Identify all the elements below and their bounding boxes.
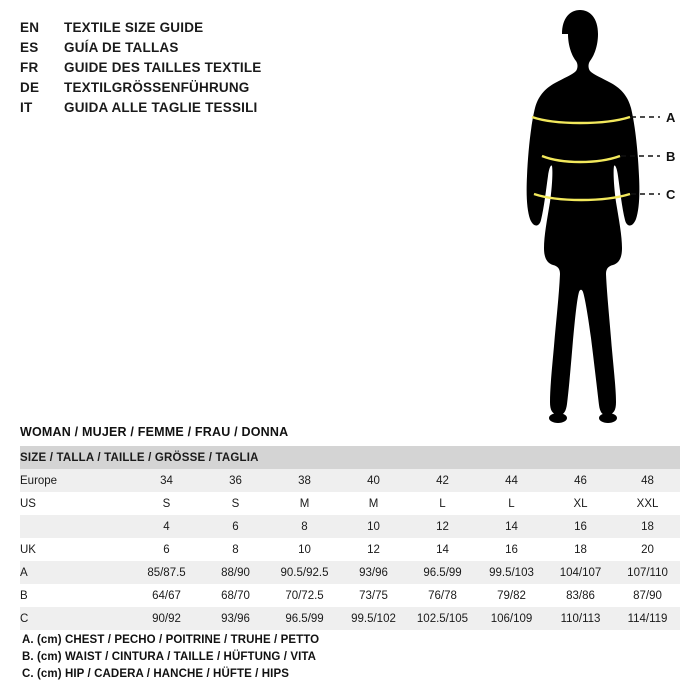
cell: 107/110 [615, 561, 680, 584]
title-row [20, 60, 320, 80]
cell: XXL [615, 492, 680, 515]
marker-label-b: B [666, 149, 676, 164]
table-row [20, 584, 680, 607]
cell: 10 [339, 515, 408, 538]
title-row [20, 40, 320, 60]
table-row [20, 469, 680, 492]
cell: 110/113 [546, 607, 615, 630]
cell: 70/72.5 [270, 584, 339, 607]
cell: 46 [546, 469, 615, 492]
title-text: GUIDA ALLE TAGLIE TESSILI [64, 100, 258, 115]
title-text: GUÍA DE TALLAS [64, 40, 179, 55]
legend-line-c: C. (cm) HIP / CADERA / HANCHE / HÜFTE / HIPS [22, 668, 290, 680]
legend-line-a: A. (cm) CHEST / PECHO / POITRINE / TRUHE / PETTO [22, 634, 320, 646]
cell: 99.5/103 [477, 561, 546, 584]
cell: 14 [477, 515, 546, 538]
cell: 10 [270, 538, 339, 561]
cell: 6 [201, 515, 270, 538]
title-row [20, 20, 320, 40]
cell: S [132, 492, 201, 515]
cell: 83/86 [546, 584, 615, 607]
cell: 93/96 [339, 561, 408, 584]
cell: 48 [615, 469, 680, 492]
size-table [20, 446, 680, 630]
title-lang-code: IT [20, 100, 33, 115]
measurement-legend [22, 632, 622, 683]
size-table-section [20, 425, 680, 630]
cell: 16 [546, 515, 615, 538]
title-row [20, 80, 320, 100]
marker-label-c: C [666, 187, 676, 202]
cell: 38 [270, 469, 339, 492]
cell: 34 [132, 469, 201, 492]
cell: M [270, 492, 339, 515]
title-text: TEXTILE SIZE GUIDE [64, 20, 204, 35]
cell: 64/67 [132, 584, 201, 607]
cell: 8 [201, 538, 270, 561]
table-row [20, 561, 680, 584]
table-row [20, 538, 680, 561]
cell: 85/87.5 [132, 561, 201, 584]
legend-line-b: B. (cm) WAIST / CINTURA / TAILLE / HÜFTUNG / VITA [22, 651, 317, 663]
title-row [20, 100, 320, 120]
cell: 79/82 [477, 584, 546, 607]
cell: 44 [477, 469, 546, 492]
cell: 104/107 [546, 561, 615, 584]
row-label: C [20, 607, 132, 630]
table-header-row [20, 446, 680, 469]
cell: XL [546, 492, 615, 515]
cell: 40 [339, 469, 408, 492]
title-text: TEXTILGRÖSSENFÜHRUNG [64, 80, 250, 95]
cell: S [201, 492, 270, 515]
cell: 90/92 [132, 607, 201, 630]
cell: 4 [132, 515, 201, 538]
cell: L [408, 492, 477, 515]
title-lang-code: FR [20, 60, 39, 75]
row-label: UK [20, 538, 132, 561]
cell: 88/90 [201, 561, 270, 584]
cell: 96.5/99 [408, 561, 477, 584]
title-lang-code: EN [20, 20, 40, 35]
cell: 12 [408, 515, 477, 538]
cell: 6 [132, 538, 201, 561]
cell: 102.5/105 [408, 607, 477, 630]
cell: 14 [408, 538, 477, 561]
title-text: GUIDE DES TAILLES TEXTILE [64, 60, 262, 75]
cell: 12 [339, 538, 408, 561]
table-header-label: SIZE / TALLA / TAILLE / GRÖSSE / TAGLIA [20, 446, 680, 469]
cell: 36 [201, 469, 270, 492]
row-label: Europe [20, 469, 132, 492]
cell: 106/109 [477, 607, 546, 630]
cell: 87/90 [615, 584, 680, 607]
row-label: B [20, 584, 132, 607]
cell: M [339, 492, 408, 515]
title-lang-code: ES [20, 40, 39, 55]
cell: 96.5/99 [270, 607, 339, 630]
cell: 42 [408, 469, 477, 492]
cell: 73/75 [339, 584, 408, 607]
cell: 20 [615, 538, 680, 561]
cell: 18 [546, 538, 615, 561]
row-label: US [20, 492, 132, 515]
row-label: A [20, 561, 132, 584]
cell: 16 [477, 538, 546, 561]
cell: 18 [615, 515, 680, 538]
cell: 90.5/92.5 [270, 561, 339, 584]
language-titles [20, 20, 320, 120]
table-caption: WOMAN / MUJER / FEMME / FRAU / DONNA [20, 425, 289, 439]
female-silhouette-icon [470, 4, 690, 434]
cell: 68/70 [201, 584, 270, 607]
row-label [20, 515, 132, 538]
title-lang-code: DE [20, 80, 40, 95]
marker-label-a: A [666, 110, 676, 125]
table-row [20, 515, 680, 538]
cell: L [477, 492, 546, 515]
table-row [20, 607, 680, 630]
cell: 8 [270, 515, 339, 538]
cell: 93/96 [201, 607, 270, 630]
table-row [20, 492, 680, 515]
cell: 99.5/102 [339, 607, 408, 630]
cell: 114/119 [615, 607, 680, 630]
body-figure-diagram [470, 4, 690, 434]
cell: 76/78 [408, 584, 477, 607]
